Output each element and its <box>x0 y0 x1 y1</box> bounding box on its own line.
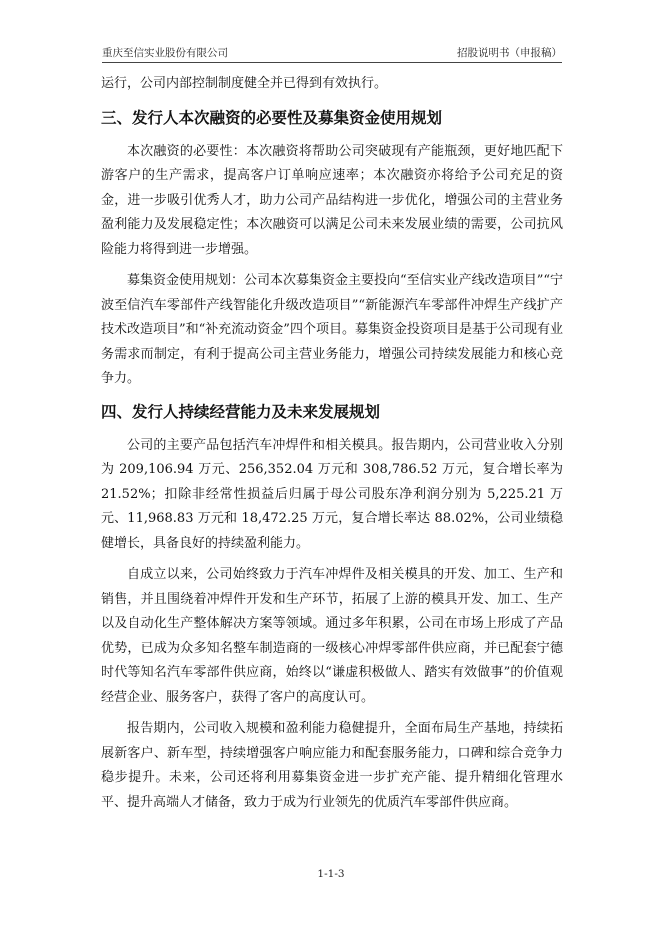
page-number: 1-1-3 <box>317 868 345 880</box>
continuation-line: 运行，公司内部控制制度健全并已得到有效执行。 <box>101 76 388 91</box>
paragraph-financing-necessity: 本次融资的必要性：本次融资将帮助公司突破现有产能瓶颈，更好地匹配下游客户的生产需求，提高客户订单响应速率；本次融资亦将给予公司充足的资金，进一步吸引优秀人才，助力公司产品结构进一步优化，增强公司的主营业务盈利能力及发展稳定性；本次融资可以满足公司未来发展业绩的需要，公司抗风险能力将得到进一步增强。 <box>101 143 563 257</box>
paragraph-future-plan: 报告期内，公司收入规模和盈利能力稳健提升，全面布局生产基地，持续拓展新客户、新车型，持续增强客户响应能力和配套服务能力，口碑和综合竞争力稳步提升。未来，公司还将利用募集资金进一步扩充产能、提升精细化管理水平、提升高端人才储备，致力于成为行业领先的优质汽车零部件供应商。 <box>101 721 563 810</box>
paragraph-company-history: 自成立以来，公司始终致力于汽车冲焊件及相关模具的开发、加工、生产和销售，并且围绕着冲焊件开发和生产环节，拓展了上游的模具开发、加工、生产以及自动化生产整体解决方案等领域。通过多年积累，公司在市场上形成了产品优势，已成为众多知名整车制造商的一级核心冲焊零部件供应商，并已配套宁德时代等知名汽车零部件供应商，始终以“谦虚积极做人、踏实有效做事”的价值观经营企业、服务客户，获得了客户的高度认可。 <box>101 567 563 705</box>
section-heading-sustainability: 四、发行人持续经营能力及未来发展规划 <box>101 402 381 421</box>
section-heading-financing: 三、发行人本次融资的必要性及募集资金使用规划 <box>101 108 443 127</box>
header-company-name: 重庆至信实业股份有限公司 <box>102 47 228 59</box>
header-document-title: 招股说明书（申报稿） <box>457 47 562 59</box>
page-header <box>102 44 562 63</box>
paragraph-fund-usage-plan: 募集资金使用规划：公司本次募集资金主要投向“至信实业产线改造项目”“宁波至信汽车零部件产线智能化升级改造项目”“新能源汽车零部件冲焊生产线扩产技术改造项目”和“补充流动资金”四个项目。募集资金投资项目是基于公司现有业务需求而制定，有利于提高公司主营业务能力，增强公司持续发展能力和核心竞争力。 <box>101 273 563 386</box>
document-body <box>101 72 563 822</box>
paragraph-main-products: 公司的主要产品包括汽车冲焊件和相关模具。报告期内，公司营业收入分别为 209,106.94 万元、256,352.04 万元和 308,786.52 万元，复合增长率为 21.52%；扣除非经常性损益后归属于母公司股东净利润分别为 5,225.21 万元、11,968.83 万元和 18,472.25 万元，复合增长率达 88.02%，公司业绩稳健增长，具备良好的持续盈利能力。 <box>101 437 563 551</box>
